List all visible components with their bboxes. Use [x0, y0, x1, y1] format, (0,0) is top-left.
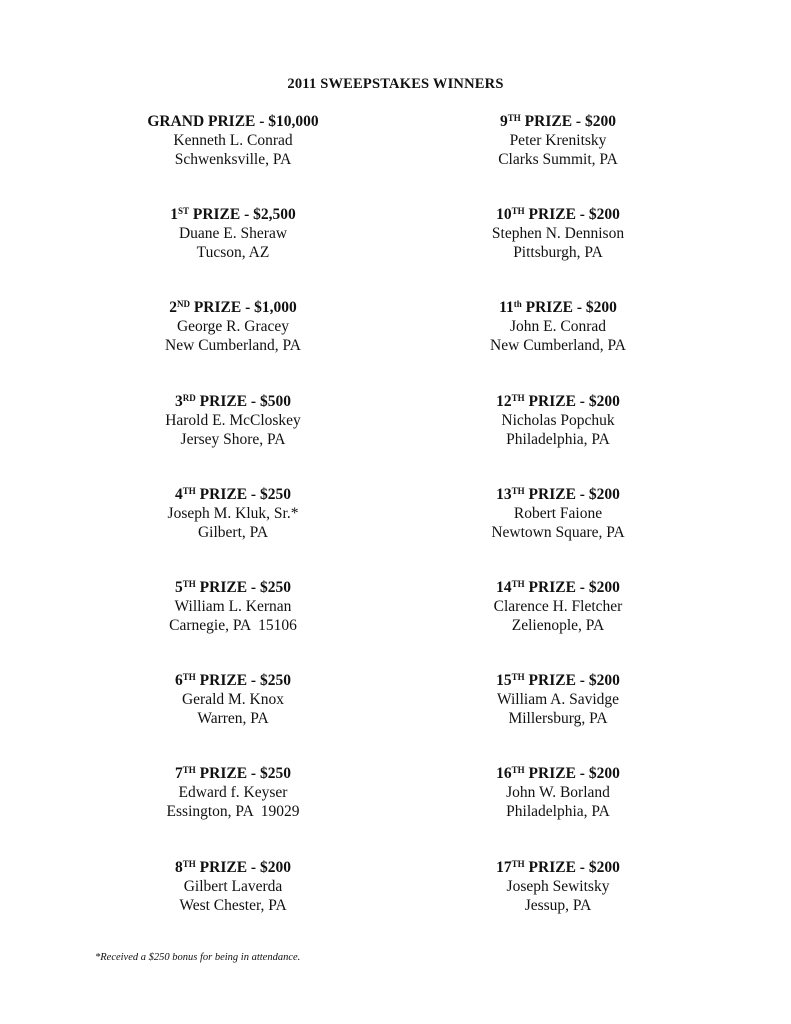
prize-ordinal-suffix: RD: [182, 392, 196, 403]
winner-entry: [83, 392, 383, 485]
prize-heading: [408, 205, 708, 224]
winner-location: Philadelphia, PA: [506, 430, 610, 448]
winner-location: New Cumberland, PA: [490, 337, 626, 355]
prize-heading: [408, 112, 708, 131]
prize-ordinal: 4: [175, 485, 183, 503]
winner-name: Edward f. Keyser: [178, 784, 288, 802]
winner-location: West Chester, PA: [179, 896, 287, 914]
winner-name: Peter Krenitsky: [509, 132, 607, 149]
prize-amount: PRIZE - $250: [195, 672, 291, 690]
prize-ordinal-suffix: TH: [182, 858, 196, 869]
winners-column-right: [408, 112, 708, 951]
prize-amount: PRIZE - $200: [524, 392, 620, 410]
prize-amount: PRIZE - $200: [521, 299, 617, 317]
prize-ordinal-suffix: th: [513, 299, 522, 310]
prize-heading: [83, 485, 383, 504]
prize-heading: [83, 298, 383, 317]
winner-name: John E. Conrad: [509, 318, 606, 336]
page-title: 2011 SWEEPSTAKES WINNERS: [287, 76, 504, 92]
winner-name: William A. Savidge: [496, 691, 620, 709]
prize-heading: [408, 764, 708, 783]
winner-entry: [408, 205, 708, 298]
prize-ordinal: 13: [496, 485, 512, 503]
prize-heading: [408, 298, 708, 317]
prize-ordinal-suffix: TH: [182, 672, 196, 683]
prize-ordinal-suffix: ST: [177, 206, 189, 217]
prize-ordinal: 7: [175, 765, 183, 783]
winner-location: Schwenksville, PA: [174, 151, 292, 168]
winner-location: Carnegie, PA 15106: [169, 616, 297, 634]
winner-name: Gilbert Laverda: [183, 877, 283, 895]
prize-ordinal-suffix: TH: [182, 578, 196, 589]
prize-heading: [83, 205, 383, 224]
prize-ordinal-suffix: TH: [511, 578, 525, 589]
prize-heading: [408, 671, 708, 690]
prize-ordinal-suffix: TH: [511, 858, 525, 869]
prize-heading: [83, 112, 383, 131]
winner-name: Clarence H. Fletcher: [493, 597, 623, 615]
winner-entry: [408, 578, 708, 671]
winner-entry: [83, 671, 383, 764]
winner-name: John W. Borland: [506, 784, 610, 802]
winner-location: Pittsburgh, PA: [513, 244, 603, 262]
prize-ordinal: 10: [496, 206, 512, 224]
winner-entry: [408, 485, 708, 578]
winner-location: Warren, PA: [197, 710, 269, 728]
winner-location: Gilbert, PA: [197, 523, 269, 541]
winner-name: Nicholas Popchuk: [501, 411, 615, 429]
prize-amount: PRIZE - $200: [524, 858, 620, 876]
winner-name: William L. Kernan: [174, 597, 292, 615]
winner-location: Newtown Square, PA: [491, 523, 625, 541]
winner-entry: [83, 298, 383, 391]
prize-amount: PRIZE - $500: [195, 392, 291, 410]
prize-ordinal: 8: [175, 858, 183, 876]
footnote: *Received a $250 bonus for being in attendance.: [95, 952, 301, 963]
prize-heading: [83, 671, 383, 690]
prize-amount: PRIZE - $200: [195, 858, 291, 876]
winner-location: Millersburg, PA: [508, 710, 608, 728]
winner-name: Joseph M. Kluk, Sr.*: [167, 504, 299, 522]
prize-heading: [83, 392, 383, 411]
winner-entry: [83, 485, 383, 578]
prize-ordinal: 6: [175, 672, 183, 690]
winner-location: Philadelphia, PA: [506, 803, 610, 821]
prize-amount: PRIZE - $250: [195, 765, 291, 783]
prize-heading: [408, 392, 708, 411]
prize-ordinal-suffix: TH: [182, 485, 196, 496]
prize-ordinal-suffix: TH: [507, 113, 521, 123]
prize-ordinal-suffix: TH: [511, 765, 525, 776]
winner-entry: [408, 671, 708, 764]
prize-heading: [408, 858, 708, 877]
winner-name: Robert Faione: [513, 504, 603, 522]
winner-entry: [408, 298, 708, 391]
prize-amount: PRIZE - $250: [195, 578, 291, 596]
prize-ordinal: 3: [175, 392, 183, 410]
prize-amount: PRIZE - $200: [524, 765, 620, 783]
winner-entry: [408, 392, 708, 485]
winner-entry: [408, 112, 708, 205]
winner-location: New Cumberland, PA: [165, 337, 301, 355]
winners-column-left: [83, 112, 383, 951]
prize-heading: [83, 858, 383, 877]
winner-location: Jersey Shore, PA: [180, 430, 286, 448]
winner-name: Joseph Sewitsky: [506, 877, 610, 895]
prize-heading: [83, 578, 383, 597]
prize-ordinal: 2: [169, 299, 177, 317]
winner-entry: [408, 764, 708, 857]
prize-ordinal: 1: [170, 206, 178, 224]
prize-ordinal: 12: [496, 392, 512, 410]
winner-name: Kenneth L. Conrad: [173, 132, 293, 149]
winner-name: Stephen N. Dennison: [491, 225, 625, 243]
winner-name: Harold E. McCloskey: [165, 411, 301, 429]
prize-amount: PRIZE - $200: [524, 578, 620, 596]
prize-heading: [408, 485, 708, 504]
prize-ordinal: 16: [496, 765, 512, 783]
winner-name: Gerald M. Knox: [181, 691, 285, 709]
prize-ordinal-suffix: TH: [511, 392, 525, 403]
prize-amount: PRIZE - $250: [195, 485, 291, 503]
winner-location: Jessup, PA: [524, 896, 592, 914]
prize-ordinal-suffix: TH: [182, 765, 196, 776]
prize-amount: PRIZE - $200: [524, 672, 620, 690]
prize-ordinal: 5: [175, 578, 183, 596]
prize-ordinal: 9: [500, 113, 508, 130]
winner-entry: [83, 578, 383, 671]
prize-heading: [83, 764, 383, 783]
prize-amount: PRIZE - $1,000: [189, 299, 297, 317]
winner-name: George R. Gracey: [176, 318, 290, 336]
prize-amount: GRAND PRIZE - $10,000: [147, 113, 319, 130]
winner-name: Duane E. Sheraw: [178, 225, 288, 243]
prize-amount: PRIZE - $200: [524, 485, 620, 503]
winner-entry: [83, 112, 383, 205]
prize-ordinal-suffix: ND: [176, 299, 190, 310]
prize-ordinal: 15: [496, 672, 512, 690]
prize-amount: PRIZE - $200: [520, 113, 616, 130]
prize-ordinal-suffix: TH: [511, 672, 525, 683]
prize-amount: PRIZE - $200: [524, 206, 620, 224]
winner-entry: [408, 858, 708, 951]
winner-entry: [83, 858, 383, 951]
winner-entry: [83, 764, 383, 857]
winner-location: Essington, PA 19029: [166, 803, 300, 821]
prize-ordinal-suffix: TH: [511, 206, 525, 217]
prize-ordinal: 17: [496, 858, 512, 876]
prize-ordinal-suffix: TH: [511, 485, 525, 496]
prize-ordinal: 11: [499, 299, 514, 317]
winner-location: Tucson, AZ: [196, 244, 270, 262]
winner-location: Clarks Summit, PA: [498, 151, 618, 168]
winner-location: Zelienople, PA: [511, 616, 605, 634]
winner-entry: [83, 205, 383, 298]
prize-ordinal: 14: [496, 578, 512, 596]
prize-heading: [408, 578, 708, 597]
prize-amount: PRIZE - $2,500: [188, 206, 296, 224]
